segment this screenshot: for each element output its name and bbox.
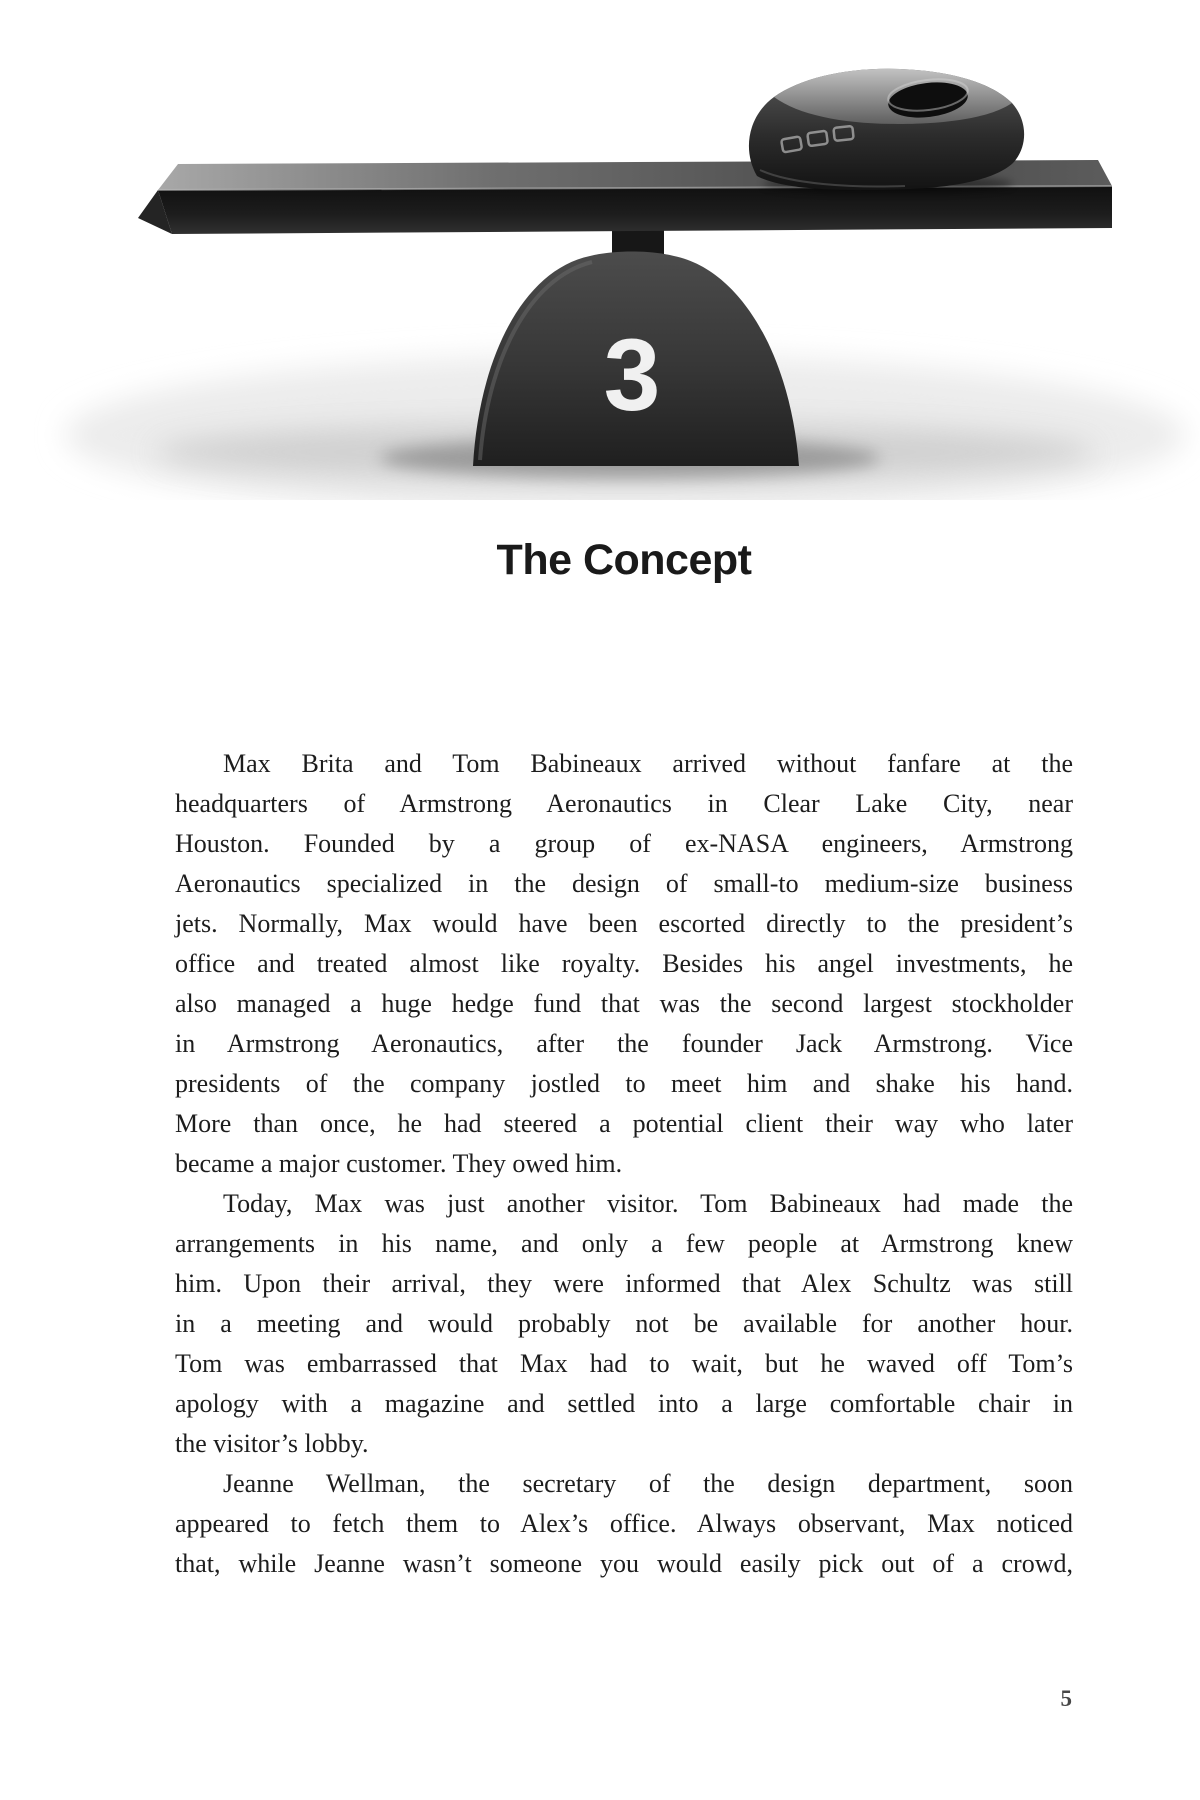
paragraph bbox=[175, 1464, 1073, 1584]
body-line: arrangements in his name, and only a few people at Armstrong knew bbox=[175, 1229, 1073, 1258]
body-line: jets. Normally, Max would have been escorted directly to the president’s bbox=[175, 909, 1073, 938]
body-line: More than once, he had steered a potential client their way who later bbox=[175, 1109, 1073, 1138]
body-line: Houston. Founded by a group of ex-NASA engineers, Armstrong bbox=[175, 829, 1073, 858]
body-line: that, while Jeanne wasn’t someone you would easily pick out of a crowd, bbox=[175, 1549, 1073, 1578]
body-text bbox=[175, 744, 1073, 1584]
body-line: in a meeting and would probably not be available for another hour. bbox=[175, 1309, 1073, 1338]
body-line: Aeronautics specialized in the design of small-to medium-size business bbox=[175, 869, 1073, 898]
body-line: in Armstrong Aeronautics, after the founder Jack Armstrong. Vice bbox=[175, 1029, 1073, 1058]
body-line: Max Brita and Tom Babineaux arrived without fanfare at the bbox=[223, 749, 1073, 778]
body-line: presidents of the company jostled to meet him and shake his hand. bbox=[175, 1069, 1073, 1098]
body-line: headquarters of Armstrong Aeronautics in Clear Lake City, near bbox=[175, 789, 1073, 818]
chapter-balance-image bbox=[0, 0, 1200, 500]
body-line: office and treated almost like royalty. Besides his angel investments, he bbox=[175, 949, 1073, 978]
paragraph bbox=[175, 1184, 1073, 1464]
body-line: appeared to fetch them to Alex’s office. Always observant, Max noticed bbox=[175, 1509, 1073, 1538]
paragraph bbox=[175, 744, 1073, 1184]
body-line: also managed a huge hedge fund that was the second largest stockholder bbox=[175, 989, 1073, 1018]
body-line: the visitor’s lobby. bbox=[175, 1429, 369, 1458]
page-number: 5 bbox=[1060, 1686, 1073, 1711]
balance-plank-front bbox=[158, 186, 1112, 234]
body-line: apology with a magazine and settled into a large comfortable chair in bbox=[175, 1389, 1073, 1418]
body-line: him. Upon their arrival, they were informed that Alex Schultz was still bbox=[175, 1269, 1073, 1298]
body-line: Today, Max was just another visitor. Tom Babineaux had made the bbox=[223, 1189, 1073, 1218]
chapter-title: The Concept bbox=[496, 536, 752, 584]
body-line: became a major customer. They owed him. bbox=[175, 1149, 623, 1178]
chapter-number: 3 bbox=[603, 318, 661, 432]
body-line: Jeanne Wellman, the secretary of the design department, soon bbox=[223, 1469, 1073, 1498]
body-line: Tom was embarrassed that Max had to wait, but he waved off Tom’s bbox=[175, 1349, 1073, 1378]
